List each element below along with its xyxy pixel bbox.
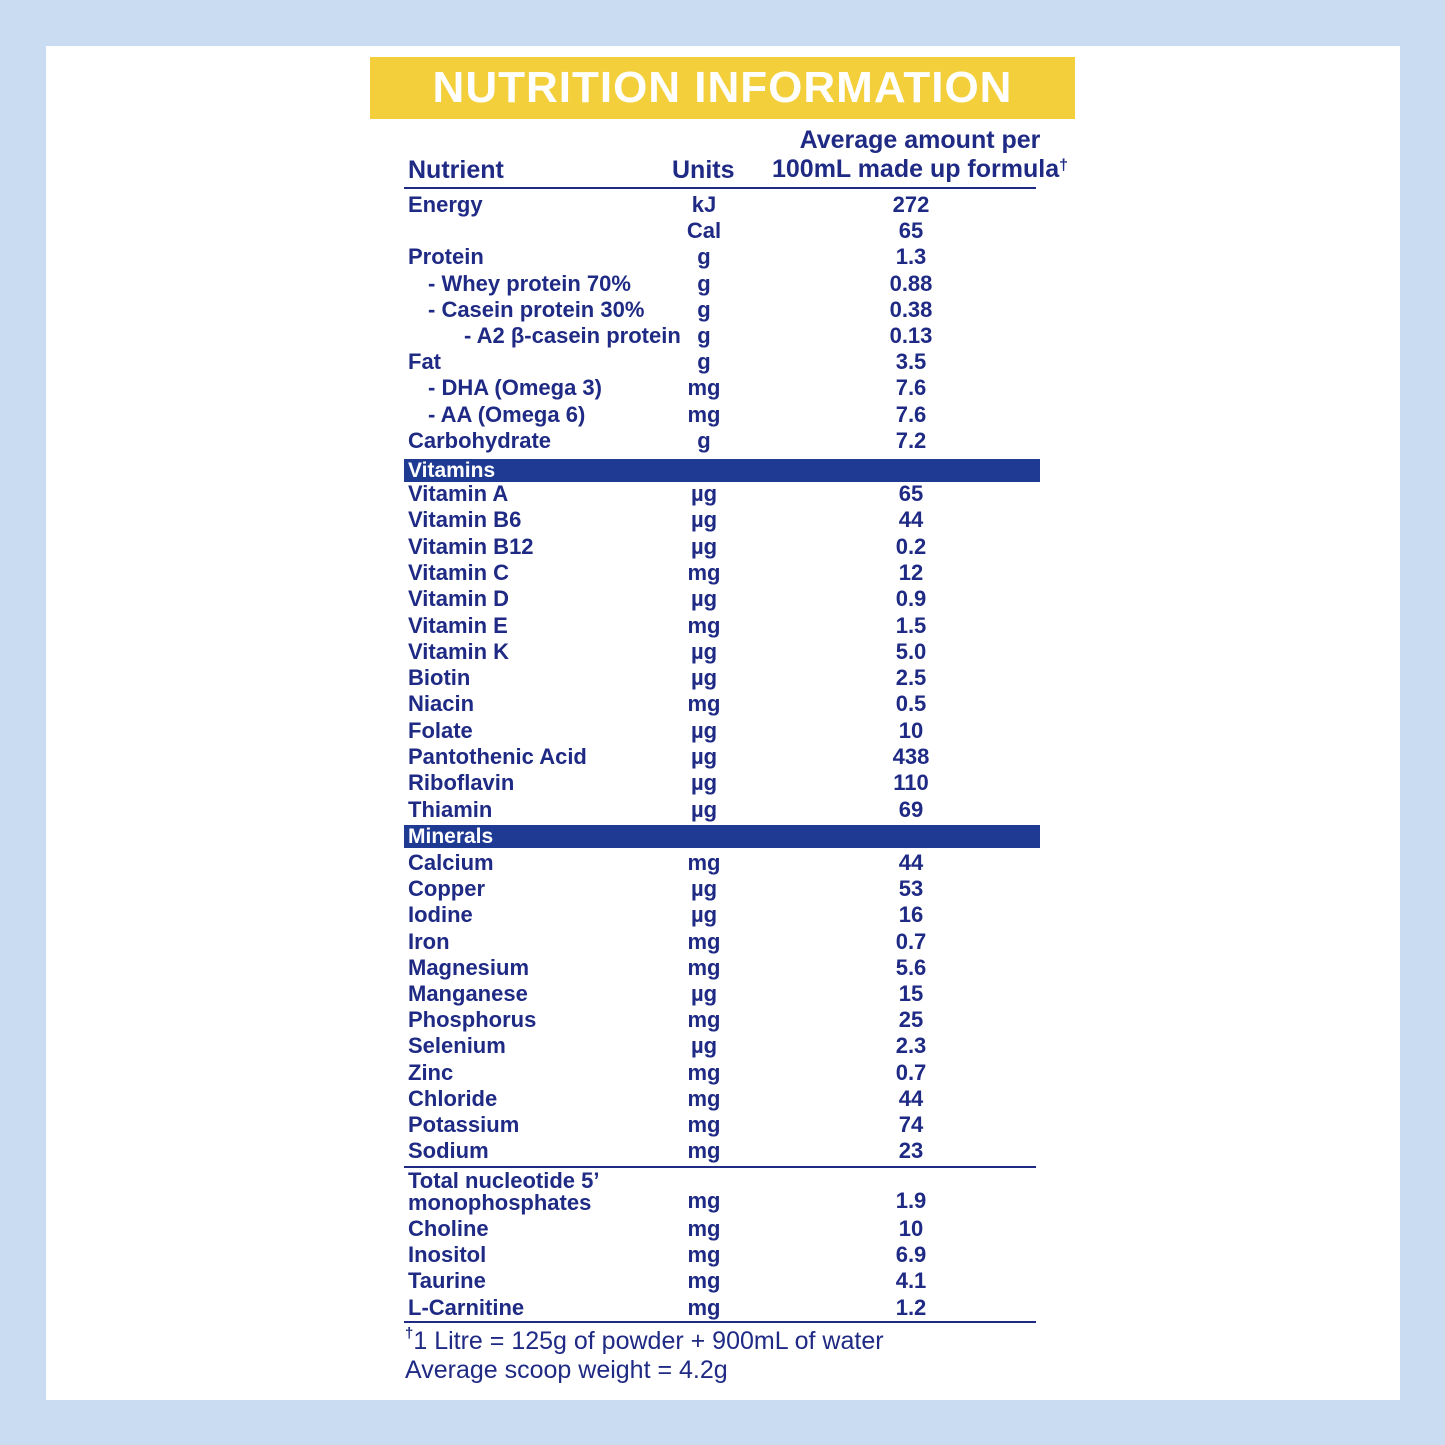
table-row <box>0 797 1445 823</box>
nutrient-unit: Cal <box>686 218 722 244</box>
nutrient-unit: µg <box>690 586 718 612</box>
nutrient-value: 6.9 <box>895 1242 927 1268</box>
nutrient-value: 44 <box>898 507 924 533</box>
nutrition-title: NUTRITION INFORMATION <box>370 57 1075 119</box>
nutrient-unit: mg <box>687 612 721 638</box>
nutrient-name: Protein <box>408 244 484 270</box>
nutrient-value: 0.38 <box>889 296 933 322</box>
nutrient-unit: g <box>697 296 711 322</box>
nutrient-unit: mg <box>687 1112 721 1137</box>
nutrient-value: 0.9 <box>895 586 927 612</box>
nutrient-value: 5.0 <box>895 638 927 664</box>
section-vitamins: Vitamins <box>404 459 1040 482</box>
nutrient-value: 110 <box>893 770 929 796</box>
nutrient-name: Iodine <box>408 902 473 928</box>
nutrient-name: Thiamin <box>408 796 493 822</box>
table-row <box>0 876 1445 902</box>
bottom-rule <box>404 1321 1036 1323</box>
nutrient-unit: µg <box>690 665 718 691</box>
nutrient-value: 25 <box>898 1007 924 1033</box>
table-row <box>0 1086 1445 1112</box>
nutrient-value: 0.13 <box>889 323 933 348</box>
table-row <box>0 639 1445 665</box>
nutrient-value: 16 <box>898 902 924 928</box>
table-row <box>0 1007 1445 1033</box>
nutrient-name: Vitamin D <box>408 586 510 612</box>
nutrient-unit: mg <box>687 1216 721 1241</box>
nutrient-unit: µg <box>690 481 718 506</box>
nutrient-value: 23 <box>898 1138 924 1164</box>
nutrient-name: Energy <box>408 192 483 217</box>
nutrient-unit: µg <box>690 717 718 743</box>
table-row <box>0 691 1445 717</box>
table-row <box>0 1112 1445 1138</box>
nutrient-unit: mg <box>687 1059 721 1085</box>
table-row <box>0 981 1445 1007</box>
header-amount-line1: Average amount per <box>799 126 1041 154</box>
nutrient-value: 0.7 <box>895 1059 927 1085</box>
footnote-text1: 1 Litre = 125g of powder + 900mL of water <box>413 1327 884 1355</box>
table-row <box>0 1242 1445 1268</box>
nutrient-unit: mg <box>687 850 721 875</box>
nutrient-name: Taurine <box>408 1268 486 1294</box>
footnote-line1 <box>405 1327 884 1356</box>
nutrient-name: Magnesium <box>408 954 530 980</box>
nutrient-unit: g <box>697 349 711 375</box>
nutrient-value: 1.3 <box>895 244 927 270</box>
section-minerals: Minerals <box>404 825 1040 848</box>
nutrient-name: Vitamin A <box>408 481 509 506</box>
table-row <box>0 375 1445 401</box>
nutrient-unit: mg <box>687 1294 721 1320</box>
nutrient-value: 15 <box>898 981 924 1006</box>
nutrient-value: 74 <box>898 1112 924 1137</box>
nutrient-value: 44 <box>898 1085 924 1111</box>
nutrient-unit: mg <box>687 691 721 717</box>
nutrient-value: 272 <box>892 192 930 217</box>
table-row <box>0 1033 1445 1059</box>
nutrient-unit: mg <box>687 954 721 980</box>
nutrient-value: 0.7 <box>895 928 927 954</box>
nutrient-unit: µg <box>690 638 718 664</box>
nutrient-value: 10 <box>898 717 924 743</box>
table-row <box>0 1060 1445 1086</box>
table-row <box>0 665 1445 691</box>
nutrient-name: Vitamin B6 <box>408 507 522 533</box>
nutrient-name: Pantothenic Acid <box>408 744 587 769</box>
nutrient-unit: g <box>697 323 711 348</box>
nutrient-name: Calcium <box>408 850 494 875</box>
nutrient-name: Phosphorus <box>408 1007 537 1033</box>
table-row <box>0 850 1445 876</box>
nutrient-value: 65 <box>898 481 924 506</box>
nutrient-value: 1.9 <box>895 1188 927 1213</box>
nutrient-value: 438 <box>892 744 930 769</box>
nutrient-value: 44 <box>898 850 924 875</box>
nutrient-name: Vitamin E <box>408 612 508 638</box>
header-units: Units <box>672 156 735 184</box>
nutrient-name: Chloride <box>408 1085 498 1111</box>
table-row <box>0 271 1445 297</box>
nutrient-unit: mg <box>687 1188 721 1213</box>
nutrient-unit: mg <box>687 1242 721 1268</box>
table-row <box>0 586 1445 612</box>
table-row <box>0 218 1445 244</box>
nutrient-unit: µg <box>690 744 718 769</box>
table-row <box>0 1216 1445 1242</box>
nutrient-name: - A2 β-casein protein <box>464 323 681 348</box>
nutrient-name: L-Carnitine <box>408 1294 525 1320</box>
nutrient-value: 4.1 <box>895 1268 927 1294</box>
nutrient-value: 65 <box>898 218 924 244</box>
nutrient-name: - AA (Omega 6) <box>428 401 586 427</box>
nutrient-value: 0.2 <box>895 533 927 559</box>
table-row <box>0 534 1445 560</box>
nutrient-unit: µg <box>690 533 718 559</box>
table-row <box>0 1295 1445 1321</box>
nutrient-value: 2.5 <box>895 665 927 691</box>
nutrient-unit: g <box>697 244 711 270</box>
nutrient-value: 7.2 <box>895 427 927 453</box>
nutrient-value: 5.6 <box>895 954 927 980</box>
nutrient-value: 1.2 <box>895 1294 927 1320</box>
nutrient-name: Manganese <box>408 981 528 1006</box>
nutrient-name: - Casein protein 30% <box>428 296 645 322</box>
table-row <box>0 1170 1445 1216</box>
nutrient-value: 3.5 <box>895 349 927 375</box>
footnote-dagger: † <box>405 1325 414 1342</box>
nutrient-name: Inositol <box>408 1242 487 1268</box>
nutrient-name: Sodium <box>408 1138 489 1164</box>
table-row <box>0 481 1445 507</box>
table-row <box>0 770 1445 796</box>
nutrient-name-line1: Total nucleotide 5’ <box>408 1168 600 1193</box>
nutrient-value: 0.88 <box>889 270 933 296</box>
nutrient-name: - DHA (Omega 3) <box>428 375 602 401</box>
nutrient-unit: mg <box>687 1268 721 1294</box>
nutrient-unit: mg <box>687 1085 721 1111</box>
nutrient-unit: mg <box>687 1138 721 1164</box>
table-row <box>0 744 1445 770</box>
nutrient-unit: µg <box>690 876 718 902</box>
nutrient-value: 1.5 <box>895 612 927 638</box>
table-row <box>0 349 1445 375</box>
table-row <box>0 1268 1445 1294</box>
dagger-mark: † <box>1059 157 1069 174</box>
nutrient-name: Iron <box>408 928 450 954</box>
nutrient-unit: mg <box>687 1007 721 1033</box>
table-row <box>0 1138 1445 1164</box>
nutrient-value: 7.6 <box>895 401 927 427</box>
nutrient-name: Carbohydrate <box>408 427 552 453</box>
nutrient-name: Riboflavin <box>408 770 515 796</box>
nutrient-unit: µg <box>690 770 718 796</box>
table-row <box>0 902 1445 928</box>
header-amount-line2: 100mL made up formula <box>771 155 1060 183</box>
nutrient-name: Vitamin B12 <box>408 533 534 559</box>
nutrient-name: Zinc <box>408 1059 454 1085</box>
nutrient-value: 69 <box>898 796 924 822</box>
table-row <box>0 613 1445 639</box>
nutrient-unit: mg <box>687 401 721 427</box>
table-row <box>0 428 1445 454</box>
nutrient-name: Choline <box>408 1216 489 1241</box>
nutrient-name: Selenium <box>408 1033 506 1059</box>
table-row <box>0 929 1445 955</box>
table-row <box>0 560 1445 586</box>
nutrient-value: 0.5 <box>895 691 927 717</box>
header-amount <box>770 126 1070 184</box>
nutrient-name: Vitamin K <box>408 638 510 664</box>
table-row <box>0 507 1445 533</box>
nutrient-value: 2.3 <box>895 1033 927 1059</box>
nutrient-name: Copper <box>408 876 485 902</box>
nutrient-unit: g <box>697 270 711 296</box>
table-row <box>0 244 1445 270</box>
nutrient-unit: µg <box>690 1033 718 1059</box>
nutrient-name: - Whey protein 70% <box>428 270 631 296</box>
nutrient-name: Fat <box>408 349 441 375</box>
nutrient-value: 7.6 <box>895 375 927 401</box>
footnote-line2: Average scoop weight = 4.2g <box>405 1356 728 1384</box>
nutrient-name: Folate <box>408 717 473 743</box>
table-row <box>0 323 1445 349</box>
header-amount-line2-wrap <box>770 155 1070 184</box>
nutrient-unit: kJ <box>691 192 717 217</box>
nutrient-value: 53 <box>898 876 924 902</box>
nutrient-unit: mg <box>687 928 721 954</box>
nutrient-unit: µg <box>690 507 718 533</box>
nutrient-name: Potassium <box>408 1112 520 1137</box>
header-rule <box>404 187 1036 189</box>
header-nutrient: Nutrient <box>408 156 504 184</box>
nutrient-unit: mg <box>687 375 721 401</box>
nutrient-name: Vitamin C <box>408 559 510 585</box>
nutrient-unit: g <box>697 427 711 453</box>
table-row <box>0 297 1445 323</box>
nutrient-value: 10 <box>898 1216 924 1241</box>
table-row <box>0 955 1445 981</box>
table-row <box>0 718 1445 744</box>
table-row <box>0 192 1445 218</box>
nutrient-name <box>408 1170 600 1214</box>
nutrient-name: Biotin <box>408 665 471 691</box>
nutrient-name: Niacin <box>408 691 475 717</box>
nutrient-unit: µg <box>690 796 718 822</box>
nutrient-unit: mg <box>687 559 721 585</box>
nutrient-unit: µg <box>690 981 718 1006</box>
nutrient-name-line2: monophosphates <box>408 1190 592 1215</box>
nutrient-value: 12 <box>898 559 924 585</box>
table-row <box>0 402 1445 428</box>
nutrient-unit: µg <box>690 902 718 928</box>
